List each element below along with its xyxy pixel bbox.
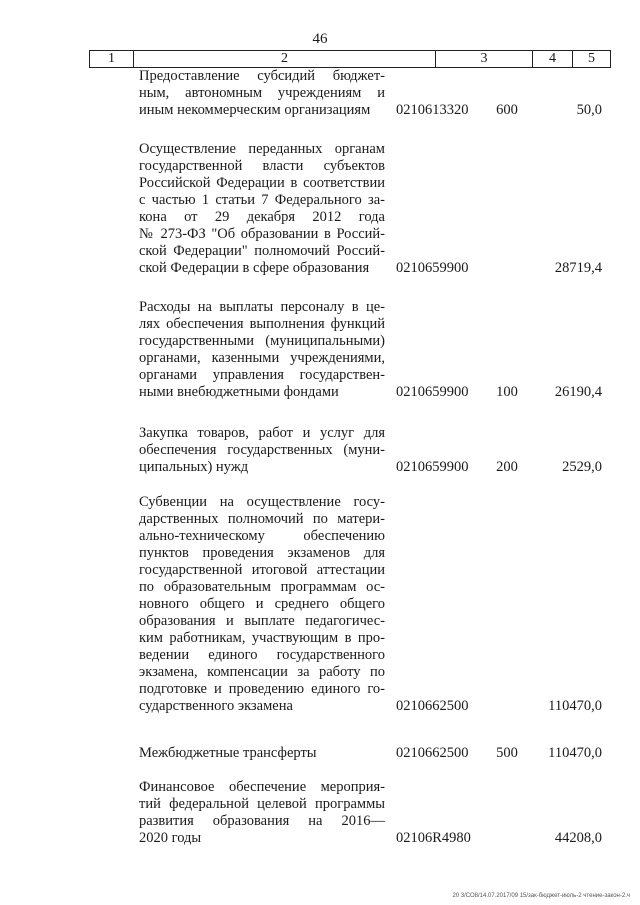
- description-line: подготовке и проведению единого го-: [139, 681, 385, 697]
- row-code: 0210659900: [396, 384, 469, 400]
- description-line: № 273-ФЗ "Об образовании в Россий-: [139, 226, 385, 242]
- document-footer: 20 3/СО8/14.07.2017/09 15/зак-бюджет-июль-2 чтение-закон-2.ч: [452, 893, 630, 899]
- description-line: ведении единого государственного: [139, 647, 385, 663]
- row-expense-type: 200: [496, 459, 518, 475]
- description-line: сударственного экзамена: [139, 698, 293, 714]
- description-line: ным, автономным учреждениям и: [139, 85, 385, 101]
- row-description: [139, 494, 385, 715]
- row-amount: 50,0: [576, 102, 602, 118]
- column-header-1: 1: [90, 51, 134, 67]
- description-line: государственной власти субъектов: [139, 158, 385, 174]
- description-line: органами управления государствен-: [139, 367, 385, 383]
- column-header-3: 3: [436, 51, 533, 67]
- row-code: 0210659900: [396, 260, 469, 276]
- row-description: [139, 299, 385, 401]
- description-line: ально-техническому обеспечению: [139, 528, 385, 544]
- description-line: государственными (муниципальными): [139, 333, 385, 349]
- row-code: 0210613320: [396, 102, 469, 118]
- row-code: 0210659900: [396, 459, 469, 475]
- description-line: дарственных полномочий по матери-: [139, 511, 385, 527]
- description-line: ципальных) нужд: [139, 459, 249, 475]
- description-line: Субвенции на осуществление госу-: [139, 494, 385, 510]
- row-expense-type: 500: [496, 745, 518, 761]
- description-line: Расходы на выплаты персоналу в це-: [139, 299, 385, 315]
- row-code: 0210662500: [396, 745, 469, 761]
- page-number: 46: [312, 31, 328, 47]
- row-expense-type: 600: [496, 102, 518, 118]
- row-description: [139, 68, 385, 119]
- description-line: ными внебюджетными фондами: [139, 384, 339, 400]
- row-code: 0210662500: [396, 698, 469, 714]
- description-line: Осуществление переданных органам: [139, 141, 385, 157]
- description-line: экзамена, компенсации за работу по: [139, 664, 385, 680]
- row-amount: 110470,0: [548, 745, 602, 761]
- row-amount: 28719,4: [554, 260, 602, 276]
- description-line: по образовательным программам ос-: [139, 579, 385, 595]
- row-description: [139, 425, 385, 476]
- row-amount: 110470,0: [548, 698, 602, 714]
- description-line: новного общего и среднего общего: [139, 596, 385, 612]
- table-header: [89, 50, 611, 68]
- description-line: органами, казенными учреждениями,: [139, 350, 385, 366]
- column-header-2: 2: [134, 51, 436, 67]
- row-code: 02106R4980: [396, 830, 471, 846]
- description-line: пунктов проведения экзаменов для: [139, 545, 385, 561]
- description-line: ким работникам, участвующим в про-: [139, 630, 385, 646]
- description-line: образования и выплате педагогичес-: [139, 613, 385, 629]
- row-description: [139, 141, 385, 277]
- description-line: иным некоммерческим организациям: [139, 102, 371, 118]
- description-line: ской Федерации" полномочий Россий-: [139, 243, 385, 259]
- row-amount: 26190,4: [554, 384, 602, 400]
- row-amount: 44208,0: [554, 830, 602, 846]
- description-line: 2020 годы: [139, 830, 202, 846]
- description-line: ской Федерации в сфере образования: [139, 260, 370, 276]
- column-header-4: 4: [533, 51, 573, 67]
- description-line: лях обеспечения выполнения функций: [139, 316, 385, 332]
- description-line: Российской Федерации в соответствии: [139, 175, 385, 191]
- description-line: развития образования на 2016—: [139, 813, 385, 829]
- row-description: [139, 779, 385, 847]
- column-header-5: 5: [588, 51, 595, 66]
- description-line: Межбюджетные трансферты: [139, 745, 317, 761]
- description-line: Закупка товаров, работ и услуг для: [139, 425, 385, 441]
- description-line: Предоставление субсидий бюджет-: [139, 68, 385, 84]
- row-amount: 2529,0: [562, 459, 602, 475]
- description-line: с частью 1 статьи 7 Федерального за-: [139, 192, 385, 208]
- row-description: [139, 745, 385, 762]
- row-expense-type: 100: [496, 384, 518, 400]
- description-line: государственной итоговой аттестации: [139, 562, 385, 578]
- description-line: тий федеральной целевой программы: [139, 796, 385, 812]
- description-line: обеспечения государственных (муни-: [139, 442, 385, 458]
- description-line: Финансовое обеспечение мероприя-: [139, 779, 385, 795]
- description-line: кона от 29 декабря 2012 года: [139, 209, 385, 225]
